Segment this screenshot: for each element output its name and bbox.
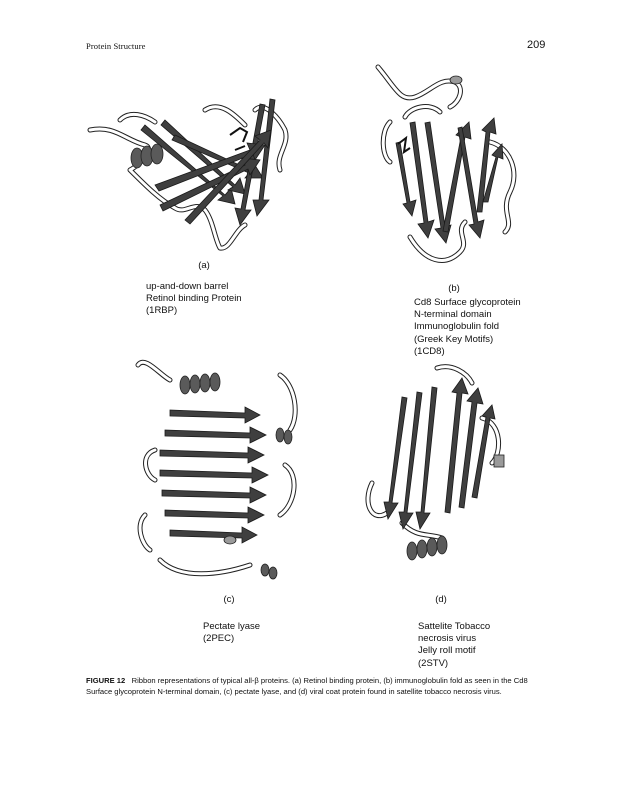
- figure-caption: [86, 676, 532, 697]
- panel-description-b: [414, 297, 521, 358]
- panel-label-d: (d): [435, 594, 447, 605]
- description-line: (Greek Key Motifs): [414, 333, 494, 345]
- ribbon-figure-b: [370, 62, 525, 272]
- figure-caption-text: Ribbon representations of typical all-β proteins. (a) Retinol binding protein, (b) immunoglobulin fold as seen in the Cd8 Surface glycoprotein N-terminal domain, (c) pectate lyase, and (d) viral coat protein found in satellite tobacco necrosis virus.: [86, 676, 528, 696]
- description-line: (2STV): [418, 657, 449, 669]
- description-line: Jelly roll motif: [418, 645, 476, 657]
- panel-label-b: (b): [448, 283, 460, 294]
- panel-description-d: [418, 621, 490, 670]
- description-line: Immunoglobulin fold: [414, 321, 500, 333]
- description-line: up-and-down barrel: [146, 281, 229, 292]
- description-line: necrosis virus: [418, 633, 477, 645]
- panel-description-a: [146, 281, 242, 318]
- description-line: N-terminal domain: [414, 309, 492, 321]
- description-line: Cd8 Surface glycoprotein: [414, 297, 521, 308]
- figure-number: FIGURE 12: [86, 676, 126, 685]
- description-line: (2PEC): [203, 633, 235, 645]
- panel-label-c: (c): [223, 594, 235, 605]
- description-line: (1RBP): [146, 305, 178, 317]
- ribbon-figure-a: [85, 90, 300, 255]
- ribbon-figure-d: [362, 363, 517, 588]
- page-number: 209: [527, 39, 546, 51]
- description-line: Sattelite Tobacco: [418, 621, 491, 632]
- panel-label-a: (a): [198, 260, 210, 271]
- panel-description-c: [203, 621, 260, 645]
- running-head: Protein Structure: [86, 41, 146, 51]
- description-line: (1CD8): [414, 345, 445, 357]
- ribbon-figure-c: [130, 355, 310, 590]
- description-line: Retinol binding Protein: [146, 293, 242, 305]
- description-line: Pectate lyase: [203, 621, 261, 632]
